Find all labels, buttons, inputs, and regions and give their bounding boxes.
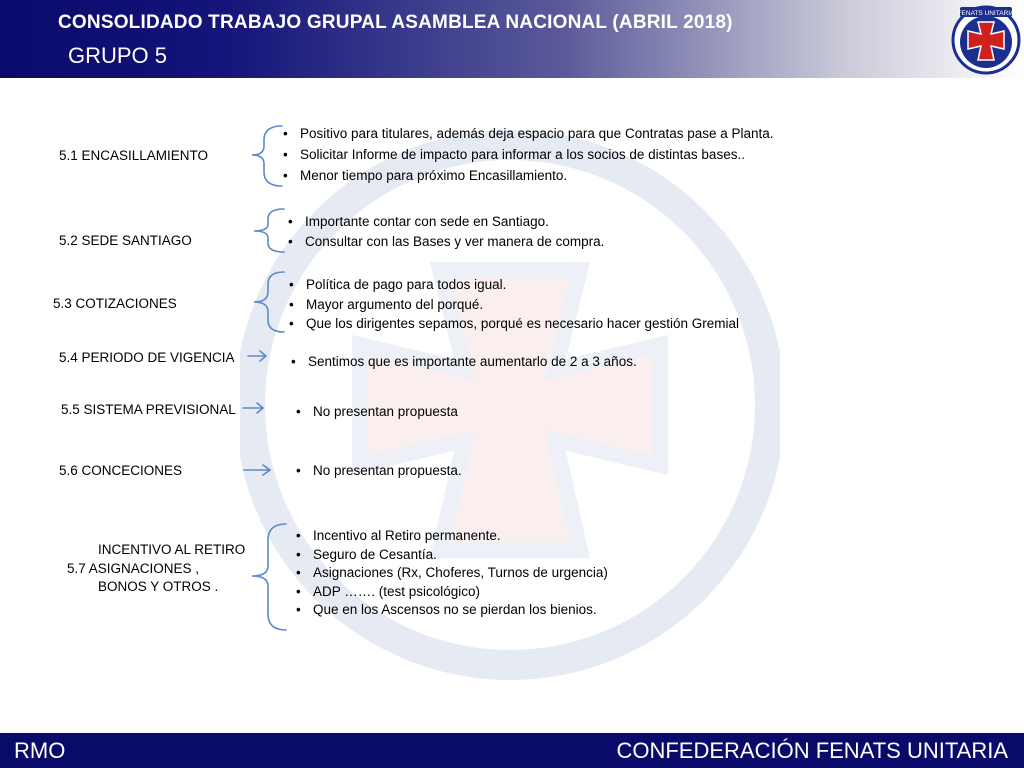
list-item: • No presentan propuesta <box>293 402 458 422</box>
list-item: • Política de pago para todos igual. <box>286 275 739 295</box>
list-item: • Importante contar con sede en Santiago. <box>285 212 604 232</box>
footer-left-text: RMO <box>14 738 66 763</box>
brace-5-2 <box>254 209 284 252</box>
list-item: • No presentan propuesta. <box>293 461 462 481</box>
page-subtitle: GRUPO 5 <box>68 43 168 68</box>
list-item: • Sentimos que es importante aumentarlo de 2 a 3 años. <box>288 352 637 372</box>
list-item: • Que los dirigentes sepamos, porqué es necesario hacer gestión Gremial <box>286 314 739 334</box>
arrow-5-6 <box>244 465 270 475</box>
section-label-5-2: 5.2 SEDE SANTIAGO <box>59 233 192 248</box>
bullet-list-5-1 <box>280 123 774 186</box>
bullet-list-5-6 <box>293 461 462 481</box>
bullet-list-5-4 <box>288 352 637 372</box>
page-title: CONSOLIDADO TRABAJO GRUPAL ASAMBLEA NACIONAL (ABRIL 2018) <box>58 12 733 33</box>
list-item: • Solicitar Informe de impacto para informar a los socios de distintas bases.. <box>280 144 774 165</box>
section-label-5-4: 5.4 PERIODO DE VIGENCIA <box>59 350 235 365</box>
footer-right-text: CONFEDERACIÓN FENATS UNITARIA <box>616 738 1008 763</box>
list-item: • Seguro de Cesantía. <box>293 546 608 565</box>
list-item: • Asignaciones (Rx, Choferes, Turnos de urgencia) <box>293 564 608 583</box>
brace-5-1 <box>252 126 282 186</box>
section-label-5-3: 5.3 COTIZACIONES <box>53 296 177 311</box>
arrow-5-5 <box>243 403 263 413</box>
brace-5-3 <box>254 272 284 332</box>
list-item: • Que en los Ascensos no se pierdan los bienios. <box>293 601 608 620</box>
bullet-list-5-2 <box>285 212 604 251</box>
list-item: • ADP ……. (test psicológico) <box>293 583 608 602</box>
list-item: • Mayor argumento del porqué. <box>286 295 739 315</box>
section-label-5-6: 5.6 CONCECIONES <box>59 463 183 478</box>
list-item: • Positivo para titulares, además deja espacio para que Contratas pase a Planta. <box>280 123 774 144</box>
list-item: • Incentivo al Retiro permanente. <box>293 527 608 546</box>
bullet-list-5-5 <box>293 402 458 422</box>
footer-bar <box>0 733 1024 768</box>
arrow-5-4 <box>248 351 266 361</box>
bullet-list-5-3 <box>286 275 739 334</box>
list-item: • Menor tiempo para próximo Encasillamiento. <box>280 165 774 186</box>
section-label-5-7-line2: 5.7 ASIGNACIONES , <box>67 561 200 576</box>
section-label-5-1: 5.1 ENCASILLAMIENTO <box>59 148 209 163</box>
section-label-5-7-line3: BONOS Y OTROS . <box>98 579 219 594</box>
logo-text: FENATS UNITARIA <box>957 10 1015 17</box>
bullet-list-5-7 <box>293 527 608 620</box>
section-label-5-7-line1: INCENTIVO AL RETIRO <box>98 542 246 557</box>
section-label-5-5: 5.5 SISTEMA PREVISIONAL <box>61 402 236 417</box>
brace-5-7 <box>252 524 286 630</box>
list-item: • Consultar con las Bases y ver manera de compra. <box>285 232 604 252</box>
